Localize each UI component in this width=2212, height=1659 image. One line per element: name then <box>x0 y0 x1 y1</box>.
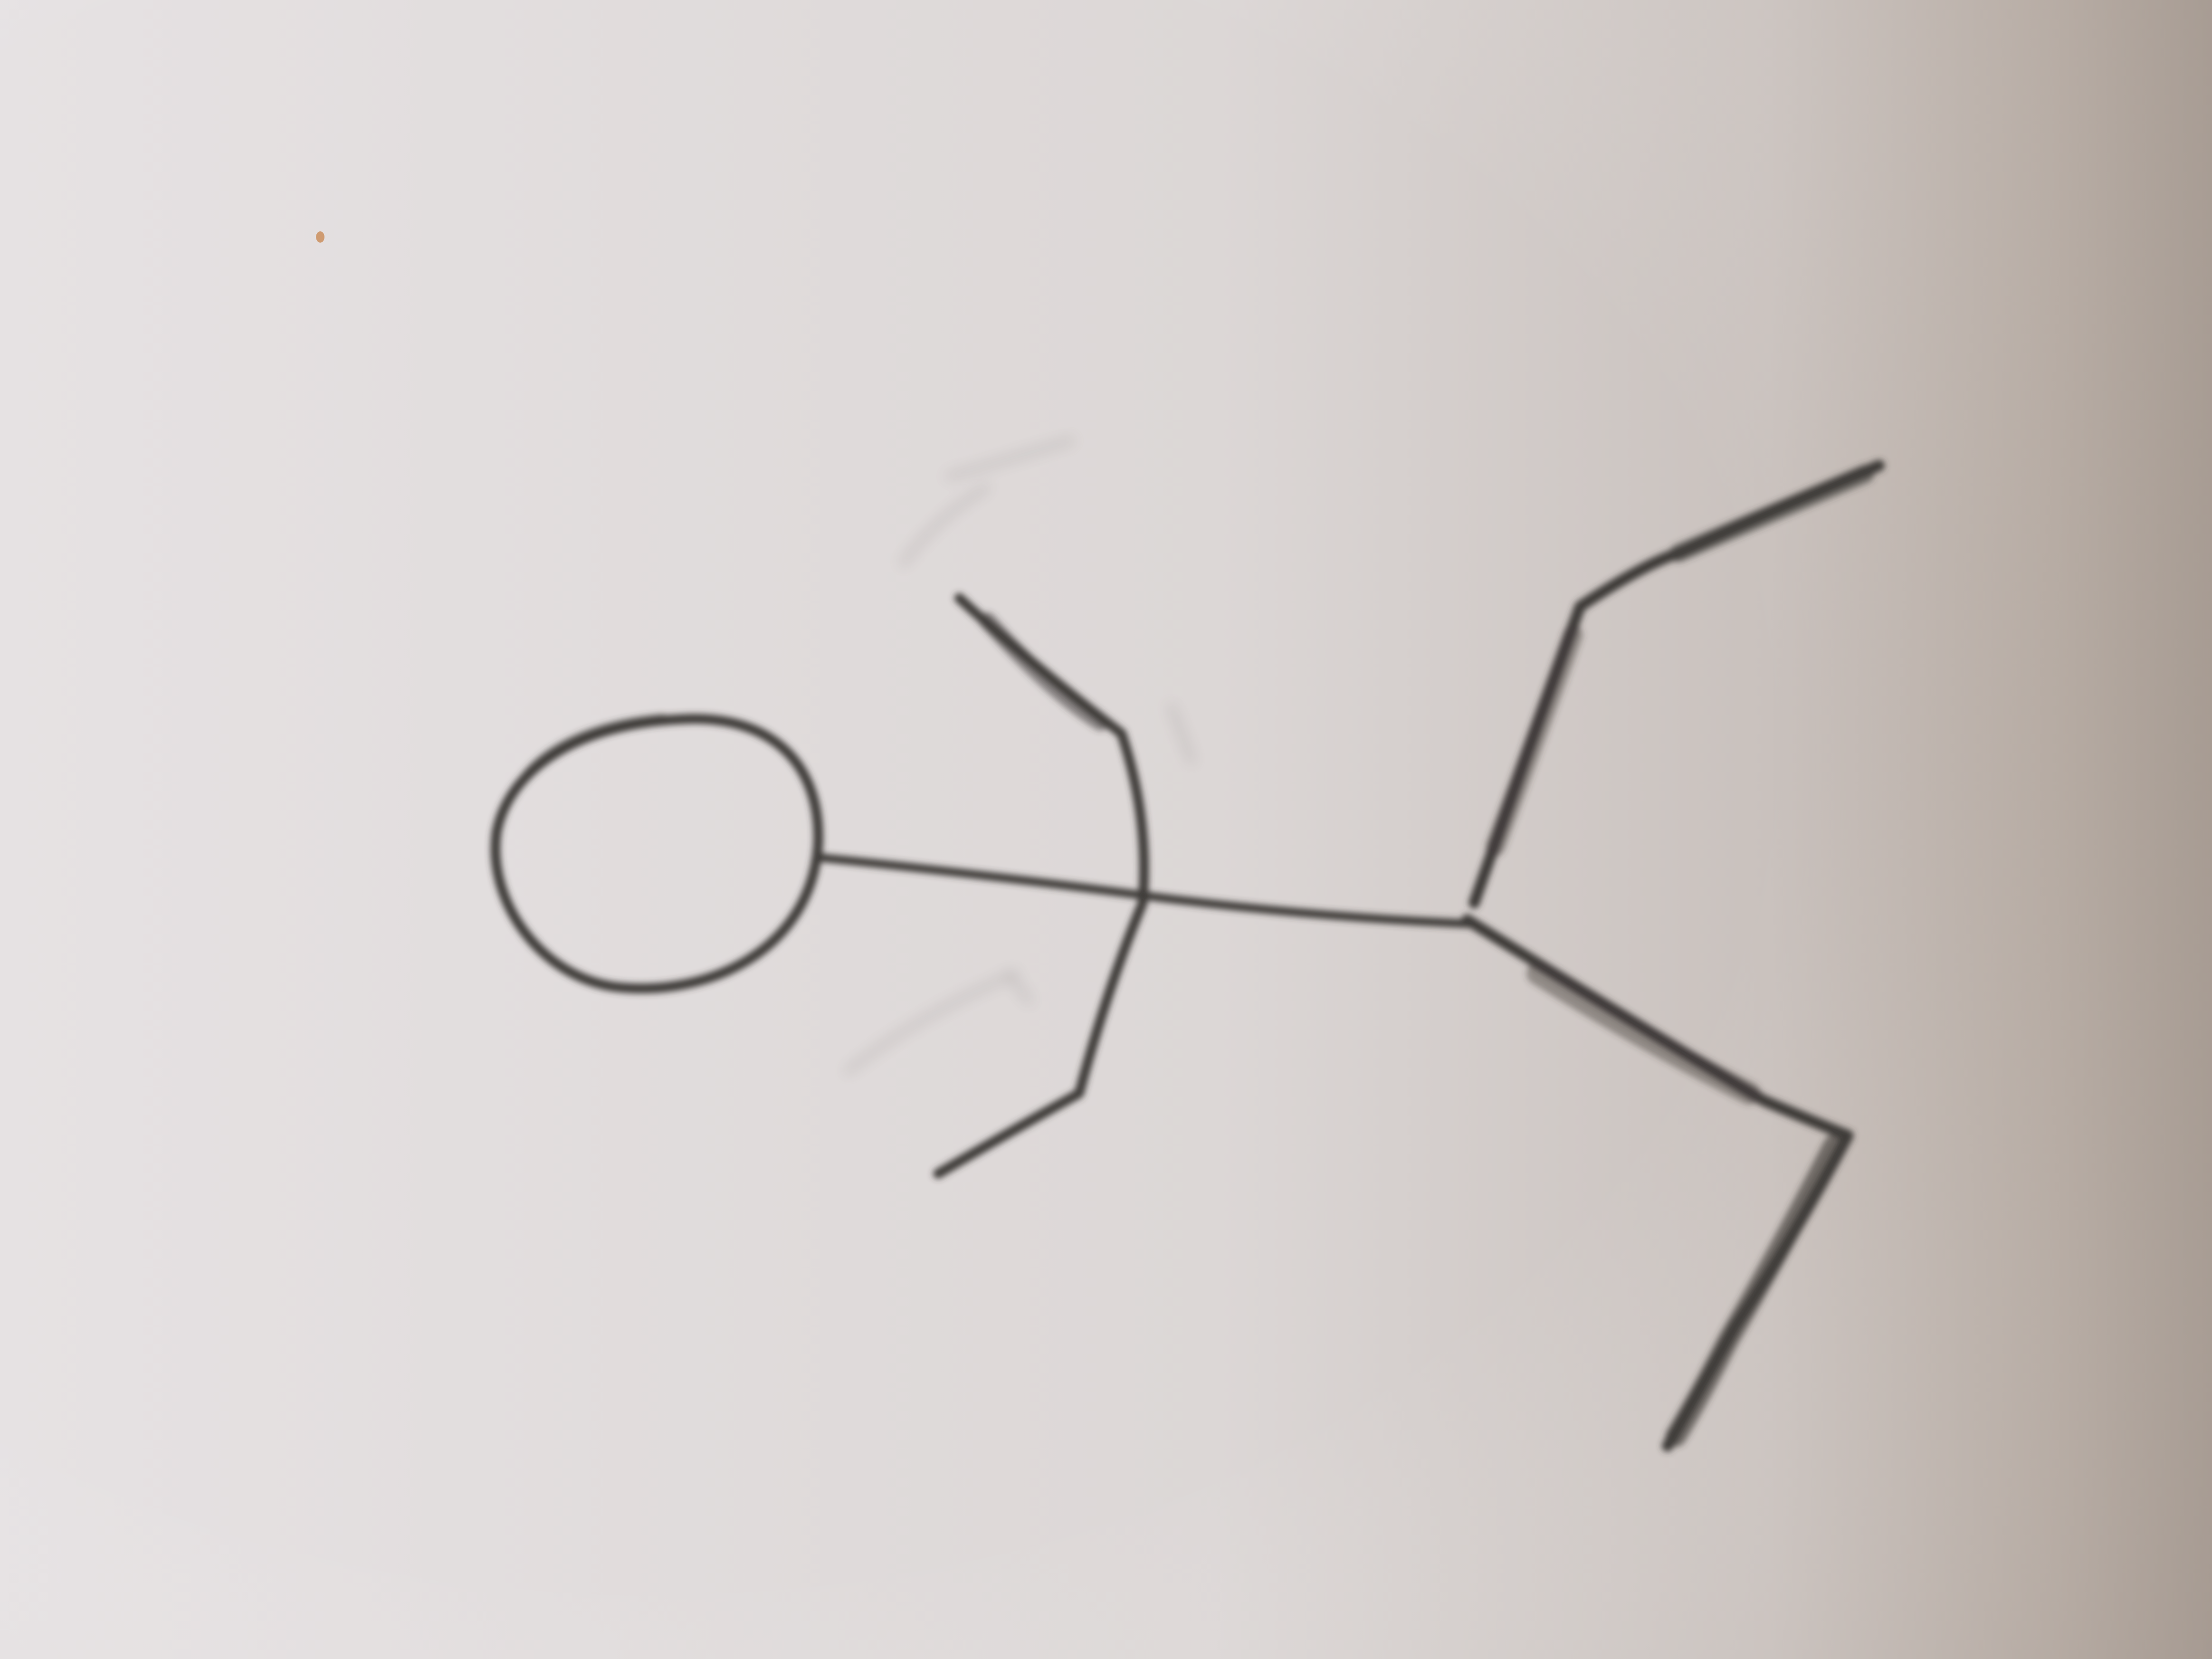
paper-speck <box>316 231 324 243</box>
